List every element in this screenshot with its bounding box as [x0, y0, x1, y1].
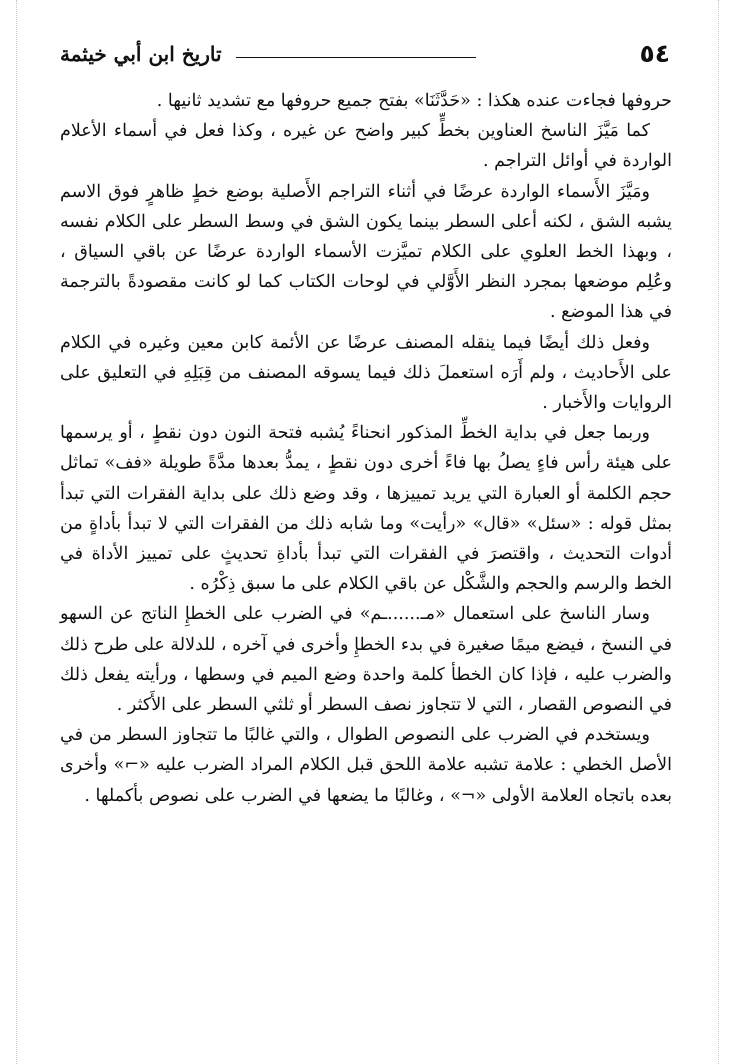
header-rule — [236, 57, 476, 58]
paragraph: ومَيَّزَ الأَسماء الواردة عرضًا في أثناء التراجم الأَصلية بوضع خطٍ ظاهرٍ فوق الاسم يشبه الشق ، لكنه أعلى السطر بينما يكون الشق في وسط السطر على الكلام نفسه ، وبهذا الخط العلوي على الكلام تميَّزت الأسماء الواردة عرضًا عن باقي السياق ، وعُلِم موضعها بمجرد النظر الأَوَّلي في لوحات الكتاب كما لو كانت مقصودةً بالترجمة في هذا الموضع . — [60, 181, 672, 323]
paragraph: كما مَيَّزَ الناسخ العناوين بخطٍّ كبير واضح عن غيره ، وكذا فعل في أسماء الأعلام الواردة في أوائل التراجم . — [60, 121, 672, 172]
paragraph: وسار الناسخ على استعمال «مـ......ـم» في الضرب على الخطإِ الناتج عن السهو في النسخ ، فيضع ميمًا صغيرة في بدء الخطإِ وأخرى في آخره ، للدلالة على طرح ذلك والضرب عليه ، فإذا كان الخطأ كلمة واحدة وضع الميم في وسطها ، ورأيته يفعل ذلك في النصوص القصار ، التي لا تتجاوز نصف السطر أو ثلثي السطر على الأَكثر . — [60, 604, 672, 716]
paragraph: وربما جعل في بداية الخطِّ المذكور انحناءً يُشبه فتحة النون دون نقطٍ ، أو يرسمها على هيئة رأس فاءٍ يصلُ بها فاءً أخرى دون نقطٍ ، يمدُّ بعدها مدَّةً طويلة «فف» تماثل حجم الكلمة أو العبارة التي يريد تمييزها ، وقد وضع ذلك على بداية الفقرات التي تبدأ بمثل قوله : «سئل» «قال» «رأيت» وما شابه ذلك من الفقرات التي لا تبدأ بأداةٍ من أدوات التحديث ، واقتصرَ في الفقرات التي تبدأ بأداةِ تحديثٍ على تمييز الأداة في الخط والرسم والحجم والشَّكْل عن باقي الكلام على ما سبق ذِكْرُه . — [60, 423, 672, 595]
page-header — [60, 34, 670, 74]
paragraph: حروفها فجاءت عنده هكذا : «حَدَّثَنَا» بفتح جميع حروفها مع تشديد ثانيها . — [156, 91, 672, 111]
body-text — [60, 86, 672, 811]
page-edge-left — [16, 0, 17, 1064]
page-number: ٥٤ — [639, 39, 670, 68]
page-edge-right — [718, 0, 719, 1064]
running-title: تاريخ ابن أبي خيثمة — [60, 42, 222, 66]
paragraph: ويستخدم في الضرب على النصوص الطوال ، والتي غالبًا ما تتجاوز السطر من في الأصل الخطي : علامة تشبه علامة اللحق قبل الكلام المراد الضرب عليه «⌐» وأخرى بعده باتجاه العلامة الأولى «¬» ، وغالبًا ما يضعها في الضرب على نصوص بأكملها . — [60, 725, 672, 806]
paragraph: وفعل ذلك أيضًا فيما ينقله المصنف عرضًا عن الأئمة كابن معين وغيره في الكلام على الأَحاديث ، ولم أَرَه استعملَ ذلك فيما يسوقه المصنف من قِبَلِهِ في التعليق على الروايات والأَخبار . — [60, 332, 672, 414]
